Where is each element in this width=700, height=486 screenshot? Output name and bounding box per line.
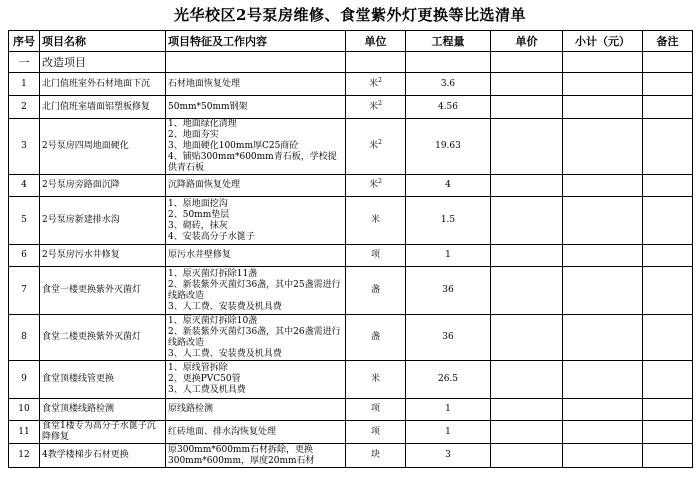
row-desc: 原线路检测: [166, 399, 346, 421]
row-name: 北门值班室墙面铝塑板修复: [40, 96, 166, 119]
row-qty: 36: [406, 267, 491, 315]
row-qty: 1: [406, 421, 491, 444]
row-price: [491, 267, 563, 315]
row-unit: [346, 444, 406, 468]
row-remark: [643, 361, 693, 399]
unit-superscript: 2: [378, 99, 382, 107]
unit-text: 米: [370, 215, 380, 225]
table-row: [9, 245, 693, 267]
table-row: [9, 421, 693, 444]
table-row: [9, 315, 693, 361]
unit-superscript: 2: [378, 76, 382, 84]
row-qty: 4: [406, 175, 491, 197]
row-desc: 1、地面绿化清理 2、地面夯实 3、地面硬化100mm厚C25商砼 4、铺贴300mm*600mm青石板，学校提供青石板: [166, 119, 346, 175]
row-name: 2号泵房污水井修复: [40, 245, 166, 267]
header-remark: 备注: [643, 31, 693, 52]
header-name: 项目名称: [40, 31, 166, 52]
row-no: 3: [9, 119, 40, 175]
table-row: [9, 197, 693, 245]
row-price: [491, 73, 563, 96]
row-remark: [643, 267, 693, 315]
row-no: 5: [9, 197, 40, 245]
header-unit: 单位: [346, 31, 406, 52]
row-subtotal: [563, 175, 643, 197]
row-subtotal: [563, 399, 643, 421]
row-unit: [346, 119, 406, 175]
row-remark: [643, 197, 693, 245]
table-row: [9, 267, 693, 315]
table-row: [9, 361, 693, 399]
section-name: 改造项目: [40, 52, 166, 73]
unit-text: 米: [369, 180, 379, 190]
page-title: 光华校区2号泵房维修、食堂紫外灯更换等比选清单: [174, 6, 526, 24]
header-no: 序号: [9, 31, 40, 52]
row-name: 2号泵房新建排水沟: [40, 197, 166, 245]
row-no: 11: [9, 421, 40, 444]
row-price: [491, 399, 563, 421]
row-price: [491, 96, 563, 119]
row-qty: 26.5: [406, 361, 491, 399]
row-qty: 1.5: [406, 197, 491, 245]
row-unit: [346, 96, 406, 119]
row-no: 7: [9, 267, 40, 315]
table-row: [9, 175, 693, 197]
unit-text: 米: [370, 374, 380, 384]
unit-text: 盏: [370, 285, 380, 295]
row-desc: 1、原地面挖沟 2、50mm垫层 3、砌砖，抹灰 4、安装高分子水篦子: [166, 197, 346, 245]
row-subtotal: [563, 73, 643, 96]
row-remark: [643, 175, 693, 197]
row-unit: [346, 197, 406, 245]
row-name: 食堂二楼更换紫外灭菌灯: [40, 315, 166, 361]
unit-text: 米: [369, 101, 379, 112]
row-desc: 50mm*50mm钢架: [166, 96, 346, 119]
header-row: [9, 31, 693, 52]
row-unit: [346, 421, 406, 444]
row-name: 北门值班室外石材地面下沉: [40, 73, 166, 96]
row-unit: [346, 245, 406, 267]
row-name: 2号泵房旁路面沉降: [40, 175, 166, 197]
row-subtotal: [563, 119, 643, 175]
row-unit: [346, 73, 406, 96]
row-subtotal: [563, 421, 643, 444]
row-desc: 原300mm*600mm石材拆除，更换300mm*600mm，厚度20mm石材: [166, 444, 346, 468]
row-no: 6: [9, 245, 40, 267]
row-remark: [643, 73, 693, 96]
row-subtotal: [563, 361, 643, 399]
section-row: [9, 52, 693, 73]
row-price: [491, 245, 563, 267]
row-unit: [346, 175, 406, 197]
row-qty: 4.56: [406, 96, 491, 119]
row-desc: 沉降路面恢复处理: [166, 175, 346, 197]
row-name: 2号泵房四周地面硬化: [40, 119, 166, 175]
row-price: [491, 175, 563, 197]
row-no: 8: [9, 315, 40, 361]
row-name: 食堂1楼专为高分子水篦子沉降修复: [40, 421, 166, 444]
row-desc: 1、原线管拆除 2、更换PVC50管 3、人工费及机具费: [166, 361, 346, 399]
unit-text: 项: [370, 404, 380, 414]
row-desc: 红砖地面、排水沟恢复处理: [166, 421, 346, 444]
row-price: [491, 444, 563, 468]
row-name: 4教学楼梯步石材更换: [40, 444, 166, 468]
row-remark: [643, 245, 693, 267]
row-no: 2: [9, 96, 40, 119]
header-desc: 项目特征及工作内容: [166, 31, 346, 52]
table-row: [9, 444, 693, 468]
row-desc: 原污水井壁修复: [166, 245, 346, 267]
row-remark: [643, 444, 693, 468]
row-qty: 1: [406, 245, 491, 267]
unit-text: 米: [369, 141, 379, 151]
unit-superscript: 2: [378, 139, 382, 146]
row-name: 食堂顶楼线管更换: [40, 361, 166, 399]
row-subtotal: [563, 96, 643, 119]
row-remark: [643, 399, 693, 421]
row-unit: [346, 361, 406, 399]
row-price: [491, 315, 563, 361]
row-subtotal: [563, 315, 643, 361]
row-subtotal: [563, 197, 643, 245]
row-name: 食堂一楼更换紫外灭菌灯: [40, 267, 166, 315]
header-subtotal: 小计（元）: [563, 31, 643, 52]
row-qty: 36: [406, 315, 491, 361]
row-no: 4: [9, 175, 40, 197]
row-price: [491, 197, 563, 245]
row-price: [491, 421, 563, 444]
row-remark: [643, 421, 693, 444]
header-qty: 工程量: [406, 31, 491, 52]
row-desc: 1、原灭菌灯拆除10盏 2、新装紫外灭菌灯36盏，其中26盏需进行线路改造 3、人工费、安装费及机具费: [166, 315, 346, 361]
row-subtotal: [563, 245, 643, 267]
row-no: 10: [9, 399, 40, 421]
table-row: [9, 73, 693, 96]
row-desc: 1、原灭菌灯拆除11盏 2、新装紫外灭菌灯36盏，其中25盏需进行线路改造 3、人工费、安装费及机具费: [166, 267, 346, 315]
table-row: [9, 119, 693, 175]
row-subtotal: [563, 267, 643, 315]
row-price: [491, 361, 563, 399]
bill-table: [8, 30, 693, 468]
row-subtotal: [563, 444, 643, 468]
row-no: 9: [9, 361, 40, 399]
unit-text: 项: [370, 426, 380, 437]
unit-superscript: 2: [378, 178, 382, 185]
unit-text: 块: [370, 450, 380, 460]
row-unit: [346, 315, 406, 361]
row-qty: 19.63: [406, 119, 491, 175]
table-row: [9, 399, 693, 421]
row-remark: [643, 119, 693, 175]
unit-text: 米: [369, 78, 379, 89]
row-qty: 3.6: [406, 73, 491, 96]
row-unit: [346, 399, 406, 421]
row-name: 食堂顶楼线路检测: [40, 399, 166, 421]
header-price: 单价: [491, 31, 563, 52]
row-qty: 3: [406, 444, 491, 468]
unit-text: 项: [370, 250, 380, 260]
row-no: 1: [9, 73, 40, 96]
table-row: [9, 96, 693, 119]
section-no: 一: [9, 52, 40, 73]
unit-text: 盏: [370, 332, 380, 342]
row-no: 12: [9, 444, 40, 468]
row-price: [491, 119, 563, 175]
row-remark: [643, 96, 693, 119]
row-qty: 1: [406, 399, 491, 421]
row-remark: [643, 315, 693, 361]
row-unit: [346, 267, 406, 315]
row-desc: 石材地面恢复处理: [166, 73, 346, 96]
